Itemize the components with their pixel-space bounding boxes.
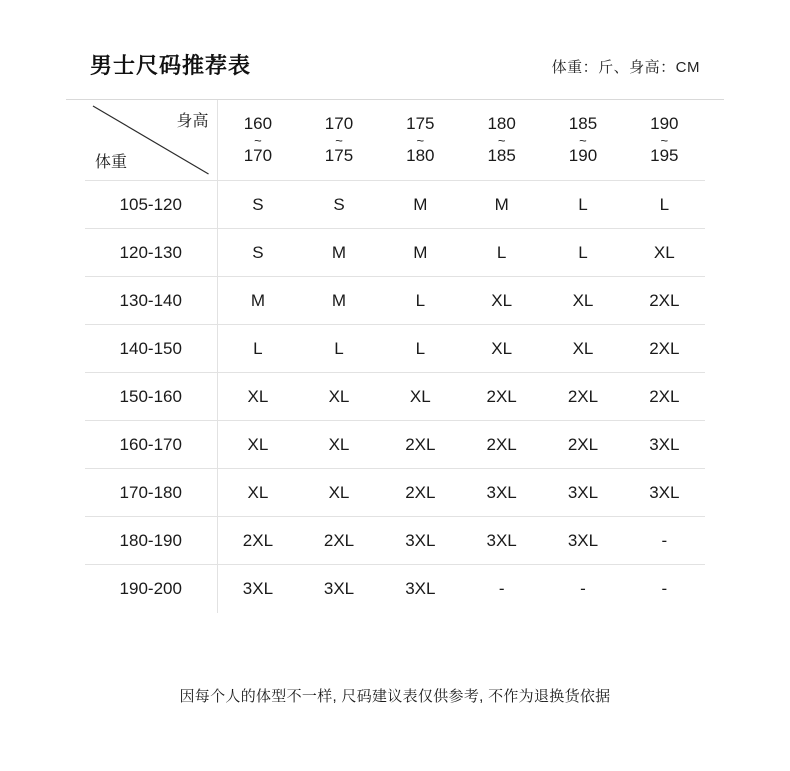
cell-1-5: XL xyxy=(624,229,705,277)
column-header-5-from: 190 xyxy=(650,113,679,133)
table-row xyxy=(85,517,705,565)
column-header-2 xyxy=(380,100,461,181)
column-header-0-tilde: ~ xyxy=(254,132,262,148)
corner-header-cell xyxy=(85,100,217,181)
column-header-3-tilde: ~ xyxy=(497,132,506,148)
cell-6-1: XL xyxy=(298,469,379,517)
card-header xyxy=(66,12,724,100)
cell-6-2: 2XL xyxy=(380,469,461,517)
table-row xyxy=(85,181,705,229)
column-header-0-from: 160 xyxy=(243,113,273,133)
cell-2-5: 2XL xyxy=(624,277,705,325)
cell-6-0: XL xyxy=(217,469,298,517)
size-table xyxy=(85,100,705,613)
cell-3-5: 2XL xyxy=(624,325,705,373)
cell-0-2: M xyxy=(380,181,461,229)
column-header-3-to: 185 xyxy=(487,145,516,165)
cell-7-0: 2XL xyxy=(217,517,298,565)
column-header-5-tilde: ~ xyxy=(660,132,669,148)
cell-1-1: M xyxy=(298,229,379,277)
row-header-8: 190-200 xyxy=(85,565,217,613)
cell-8-1: 3XL xyxy=(323,578,355,598)
cell-5-1: XL xyxy=(298,421,379,469)
cell-2-2: L xyxy=(380,277,461,325)
table-row xyxy=(85,373,705,421)
cell-8-4: - xyxy=(580,578,586,598)
row-header-1: 120-130 xyxy=(85,229,217,277)
cell-4-0: XL xyxy=(217,373,298,421)
cell-2-3: XL xyxy=(461,277,542,325)
cell-7-4: 3XL xyxy=(542,517,623,565)
cell-3-1: L xyxy=(298,325,379,373)
cell-5-5: 3XL xyxy=(624,421,705,469)
cell-8-5: - xyxy=(661,578,668,598)
table-row xyxy=(85,565,705,613)
column-header-0-to: 170 xyxy=(243,145,273,165)
table-head xyxy=(85,100,705,181)
cell-0-1: S xyxy=(298,181,379,229)
row-header-3: 140-150 xyxy=(85,325,217,373)
column-header-1-tilde: ~ xyxy=(335,132,343,148)
column-header-1 xyxy=(298,100,379,181)
cell-5-0: XL xyxy=(217,421,298,469)
cell-2-0: M xyxy=(217,277,298,325)
column-header-2-tilde: ~ xyxy=(416,132,425,148)
cell-1-4: L xyxy=(542,229,623,277)
row-header-0: 105-120 xyxy=(85,181,217,229)
cell-0-0: S xyxy=(217,181,298,229)
cell-3-2: L xyxy=(380,325,461,373)
table-row xyxy=(85,325,705,373)
row-header-4: 150-160 xyxy=(85,373,217,421)
cell-1-3: L xyxy=(461,229,542,277)
cell-7-2: 3XL xyxy=(380,517,461,565)
cell-1-2: M xyxy=(380,229,461,277)
cell-8-3: - xyxy=(498,578,505,598)
cell-4-2: XL xyxy=(380,373,461,421)
cell-8-2: 3XL xyxy=(405,578,436,598)
table-row xyxy=(85,421,705,469)
row-header-6: 170-180 xyxy=(85,469,217,517)
column-header-3-from: 180 xyxy=(487,113,516,133)
page-title: 男士尺码推荐表 xyxy=(90,53,252,78)
table-body xyxy=(85,181,705,613)
column-header-5-to: 195 xyxy=(650,145,679,165)
cell-5-3: 2XL xyxy=(461,421,542,469)
table-row xyxy=(85,229,705,277)
column-header-4 xyxy=(542,100,623,181)
cell-8-0: 3XL xyxy=(242,578,274,598)
cell-4-1: XL xyxy=(298,373,379,421)
column-header-1-to: 175 xyxy=(324,145,354,165)
cell-2-1: M xyxy=(298,277,379,325)
column-header-1-from: 170 xyxy=(324,113,354,133)
column-header-4-tilde: ~ xyxy=(579,132,587,148)
table-header-row xyxy=(85,100,705,181)
column-header-0 xyxy=(217,100,298,181)
cell-6-4: 3XL xyxy=(542,469,623,517)
cell-5-4: 2XL xyxy=(542,421,623,469)
cell-7-3: 3XL xyxy=(461,517,542,565)
size-chart-card xyxy=(62,12,728,728)
cell-3-4: XL xyxy=(542,325,623,373)
disclaimer-note: 因每个人的体型不一样, 尺码建议表仅供参考, 不作为退换货依据 xyxy=(179,688,611,705)
table-row xyxy=(85,469,705,517)
row-header-5: 160-170 xyxy=(85,421,217,469)
cell-0-4: L xyxy=(542,181,623,229)
cell-3-0: L xyxy=(217,325,298,373)
column-header-4-to: 190 xyxy=(568,145,598,165)
column-header-5 xyxy=(624,100,705,181)
corner-height-label: 身高 xyxy=(176,113,209,130)
cell-3-3: XL xyxy=(461,325,542,373)
cell-6-5: 3XL xyxy=(624,469,705,517)
column-header-3 xyxy=(461,100,542,181)
cell-4-5: 2XL xyxy=(624,373,705,421)
cell-2-4: XL xyxy=(542,277,623,325)
row-header-7: 180-190 xyxy=(85,517,217,565)
cell-0-3: M xyxy=(461,181,542,229)
cell-7-1: 2XL xyxy=(298,517,379,565)
table-row xyxy=(85,277,705,325)
row-header-2: 130-140 xyxy=(85,277,217,325)
cell-0-5: L xyxy=(624,181,705,229)
corner-weight-label: 体重 xyxy=(95,154,128,171)
cell-6-3: 3XL xyxy=(461,469,542,517)
cell-5-2: 2XL xyxy=(380,421,461,469)
column-header-4-from: 185 xyxy=(568,113,598,133)
unit-note: 体重：斤、身高：CM xyxy=(551,59,700,76)
column-header-2-to: 180 xyxy=(406,145,435,165)
cell-7-5: - xyxy=(624,517,705,565)
column-header-2-from: 175 xyxy=(406,113,435,133)
cell-4-4: 2XL xyxy=(542,373,623,421)
cell-4-3: 2XL xyxy=(461,373,542,421)
cell-1-0: S xyxy=(217,229,298,277)
